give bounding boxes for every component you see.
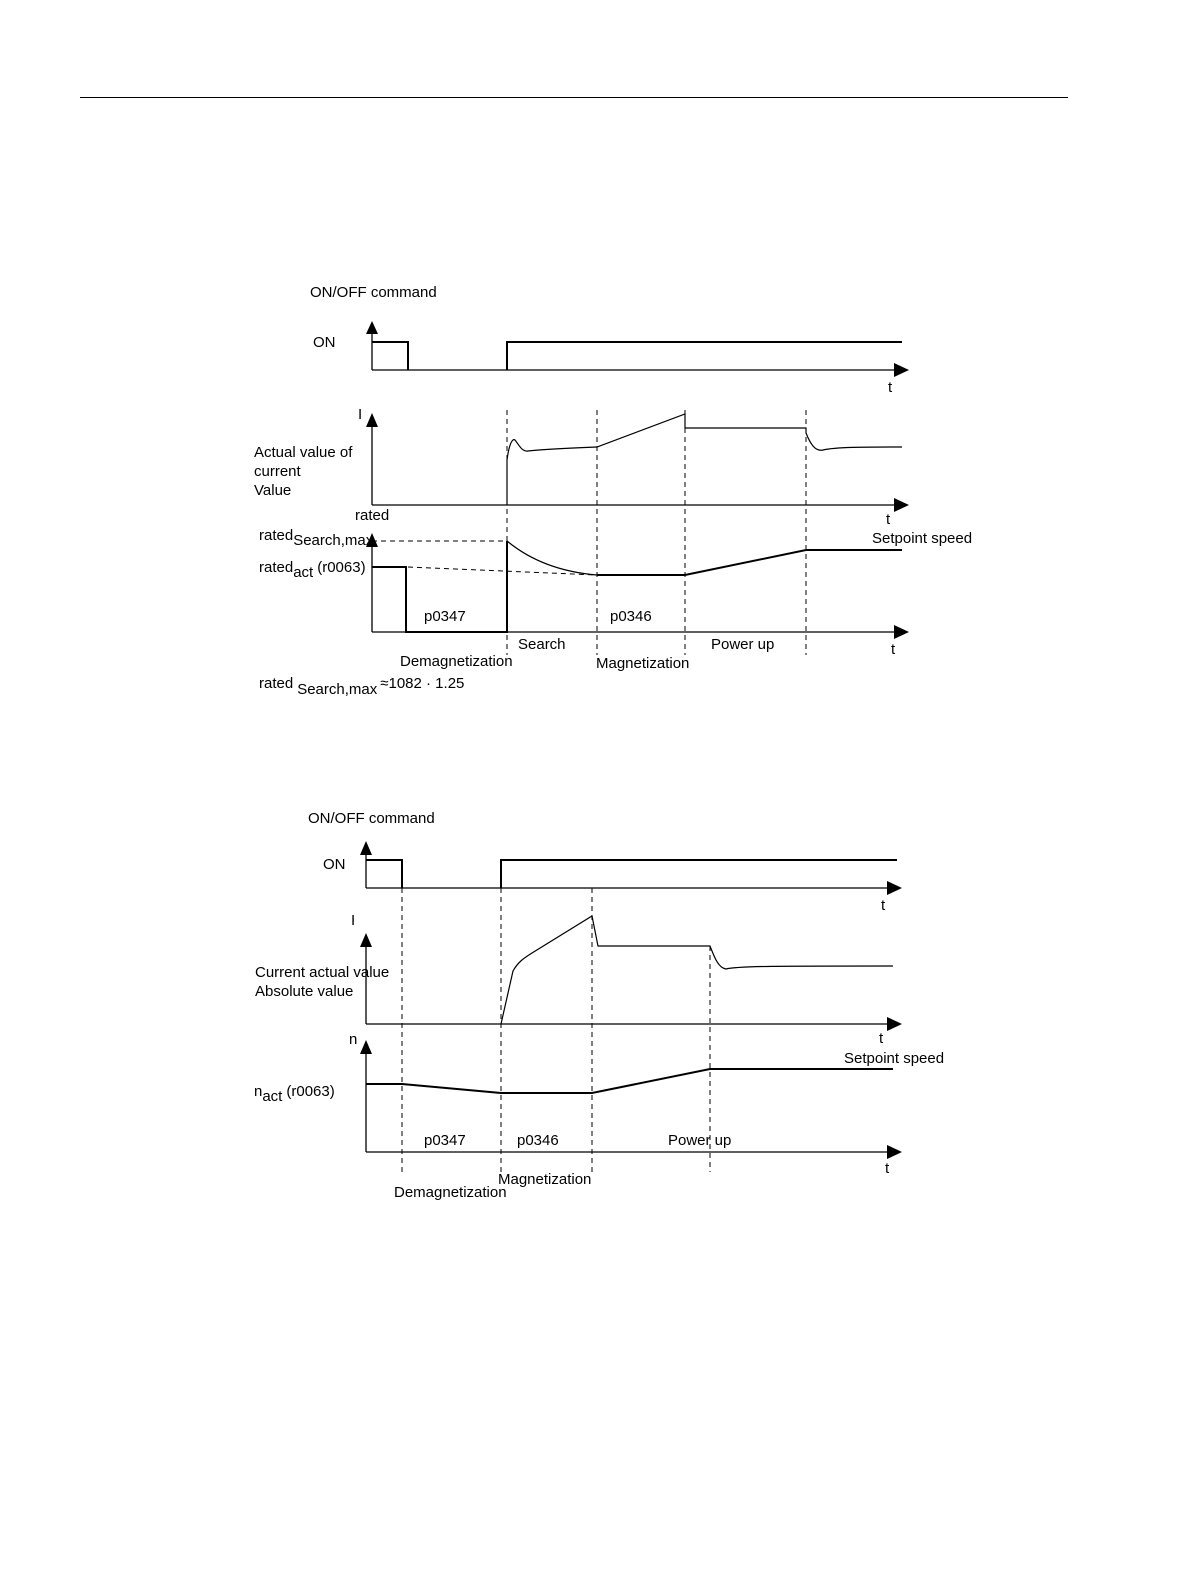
d1-speed-powerup: [597, 550, 902, 575]
d1-demagnetization: Demagnetization: [400, 653, 513, 670]
d2-i-axis-label: I: [351, 912, 356, 929]
d2-current-trace: [501, 916, 893, 1024]
d1-search: Search: [518, 636, 566, 653]
d2-cmd-y-arrow: [360, 841, 372, 855]
d1-rated-label: rated: [355, 507, 390, 524]
d1-t-label-3: t: [891, 641, 896, 658]
d2-cmd-pulse: [366, 860, 402, 888]
d1-cmd-y-arrow: [366, 321, 378, 334]
d2-p0346: p0346: [517, 1132, 559, 1149]
d1-current-trace: [507, 414, 902, 505]
d1-current-line-3: Value: [254, 482, 292, 499]
d1-current-line-2: current: [254, 463, 301, 480]
d2-current-line-1: Current actual value: [255, 964, 390, 981]
d2-on-label: ON: [323, 856, 346, 873]
d1-magnetization: Magnetization: [596, 655, 690, 672]
d1-cmd-on: [507, 342, 902, 370]
d1-formula: rated Search,max ≈1082 · 1.25: [259, 675, 465, 698]
d2-speed-trace: [366, 1069, 893, 1093]
d1-speed-search: [507, 541, 597, 575]
diagram-1: [254, 284, 972, 698]
d2-n-y-arrow: [360, 1040, 372, 1054]
d1-cmd-title: ON/OFF command: [310, 284, 437, 301]
d2-t-label-2: t: [879, 1030, 884, 1047]
d2-p0347: p0347: [424, 1132, 466, 1149]
d2-n-axis-label: n: [349, 1031, 358, 1048]
d1-on-label: ON: [313, 334, 336, 351]
d1-t-label-2: t: [886, 511, 891, 528]
d1-i-x-arrow: [894, 498, 909, 512]
d2-n-act: nact (r0063): [254, 1083, 335, 1105]
d1-t-label-1: t: [888, 379, 893, 396]
d1-power-up: Power up: [711, 636, 775, 653]
d2-power-up: Power up: [668, 1132, 732, 1149]
d2-current-line-2: Absolute value: [255, 983, 354, 1000]
d2-magnetization: Magnetization: [498, 1171, 592, 1188]
d2-t-label-1: t: [881, 897, 886, 914]
d1-cmd-x-arrow: [894, 363, 909, 377]
d1-i-y-arrow: [366, 413, 378, 427]
d2-i-y-arrow: [360, 933, 372, 947]
d1-setpoint-speed: Setpoint speed: [872, 530, 973, 547]
d2-n-x-arrow: [887, 1145, 902, 1159]
d1-n-x-arrow: [894, 625, 909, 639]
d1-current-line-1: Actual value of: [254, 444, 353, 461]
d2-cmd-title: ON/OFF command: [308, 810, 435, 827]
d2-cmd-on: [501, 860, 897, 888]
d1-cmd-pulse: [372, 342, 408, 370]
d1-p0346: p0346: [610, 608, 652, 625]
d2-t-label-3: t: [885, 1160, 890, 1177]
diagram-2: [254, 810, 944, 1201]
d1-rated-act: ratedact (r0063): [259, 559, 366, 581]
d2-i-x-arrow: [887, 1017, 902, 1031]
d1-i-axis-label: I: [358, 406, 363, 423]
d2-cmd-x-arrow: [887, 881, 902, 895]
d1-p0347: p0347: [424, 608, 466, 625]
d1-rated-search-max: ratedSearch,max: [259, 527, 374, 549]
d2-demagnetization: Demagnetization: [394, 1184, 507, 1201]
d2-setpoint-speed: Setpoint speed: [844, 1050, 945, 1067]
